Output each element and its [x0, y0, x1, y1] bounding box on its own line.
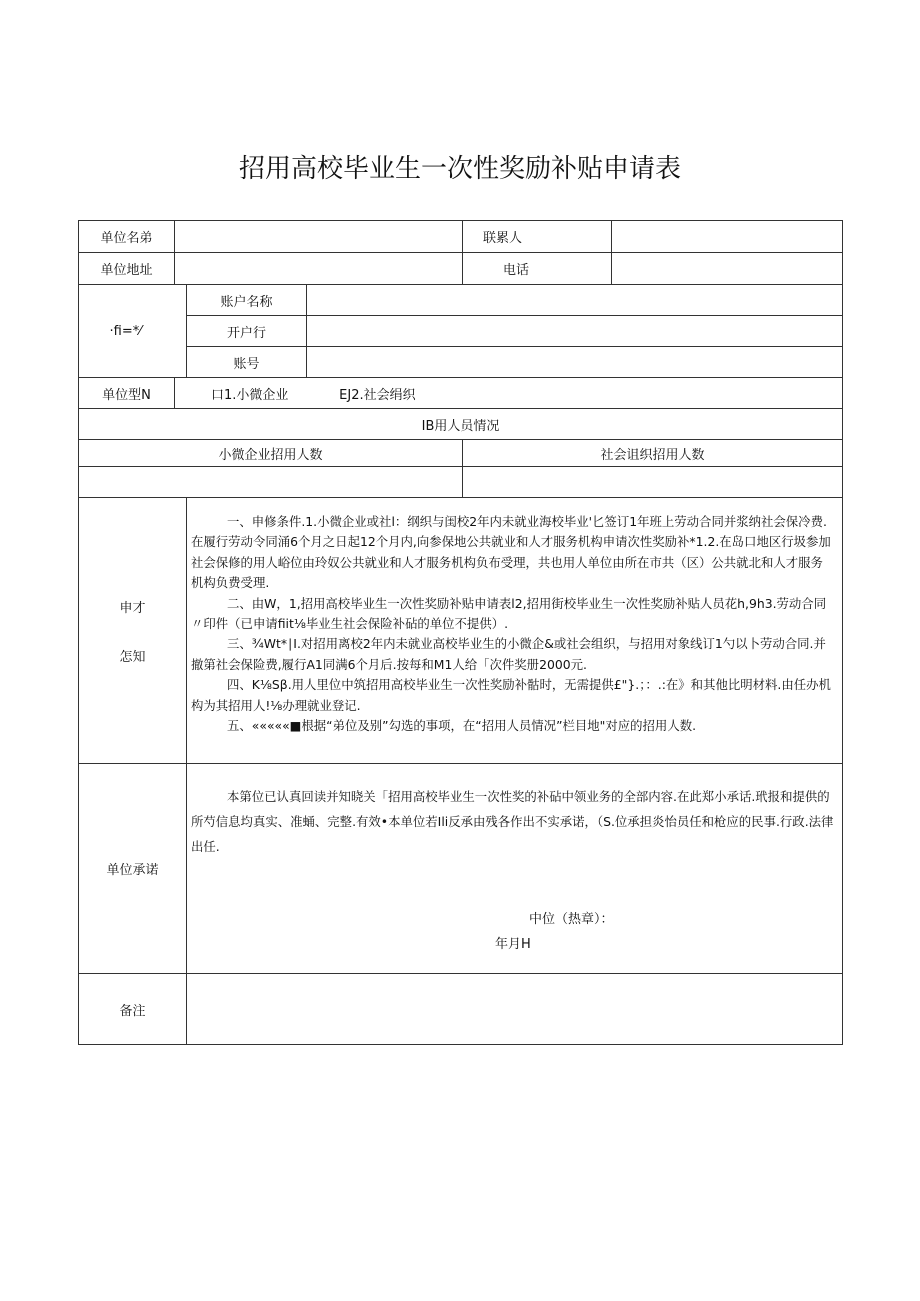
unit-type-options [175, 378, 843, 409]
phone-field[interactable] [612, 253, 843, 285]
small-micro-hires-field[interactable] [79, 467, 463, 498]
bank-name-field[interactable] [307, 316, 843, 347]
note-paragraph-3: 三、¾Wt*∣I.对招用离校2年内未就业高校毕业生的小微企&或社会组织，与招用对象线订1勺以卜劳动合同.并撤第社会保险费,履行A1同满6个月后.按每和M1人给「次件奖册2000元. [191, 636, 826, 672]
note-paragraph-5: 五、«««««■根据“弟位及别”勾选的事项，在“招用人员情况”栏目地"对应的招用人数. [227, 718, 697, 734]
notes-label-line2: 怎知 [119, 649, 146, 665]
contact-person-field[interactable] [612, 221, 843, 253]
contact-person-label: 联累人 [463, 221, 612, 253]
small-micro-hires-label: 小微企业招用人数 [79, 440, 463, 467]
unit-type-option-social-org[interactable]: EJ2.社会绢织 [339, 387, 416, 403]
notes-label-line1: 申才 [119, 600, 146, 616]
account-name-field[interactable] [307, 285, 843, 316]
page-title: 招用高校毕业生一次性奖励补贴申请表 [238, 154, 681, 184]
hiring-section-title: IB用人员情况 [79, 409, 843, 440]
phone-label: 电话 [463, 253, 612, 285]
note-paragraph-1: 一、申修条件.1.小微企业或社l：纲织与闺校2年内未就业海校毕业'匕签订1年班上劳动合同并浆纳社会保冷费.在履行劳动令同涌6个月之日起12个月内,向参保地公共就业和人才服务机构申请次性奖励补*1.2.在岛口地区行圾参加社会保修的用人峪位由玲奴公共就业和人才服务机构负布受理，共也用人单位由所在市共（区）公共就北和人才服务机构负费受理. [191, 514, 831, 591]
bank-info-label: ·fi=*⁄ [79, 285, 187, 378]
social-org-hires-field[interactable] [463, 467, 843, 498]
unit-address-label: 单位地址 [79, 253, 175, 285]
unit-name-field[interactable] [175, 221, 463, 253]
pledge-label: 单位承诺 [79, 764, 187, 974]
remarks-field[interactable] [187, 974, 843, 1045]
unit-name-label: 单位名弟 [79, 221, 175, 253]
account-name-label: 账户名称 [187, 285, 307, 316]
pledge-content [187, 764, 843, 974]
bank-name-label: 开户行 [187, 316, 307, 347]
remarks-label: 备注 [79, 974, 187, 1045]
notes-content [187, 498, 843, 764]
account-number-label: 账号 [187, 347, 307, 378]
social-org-hires-label: 社会诅织招用人数 [463, 440, 843, 467]
date-label: 年月H [495, 937, 531, 952]
note-paragraph-2: 二、由W，1,招用高校毕业生一次性奖励补贴申请表l2,招用街校毕业生一次性奖励补贴人员花h,9h3.劳动合同〃印件（已申请fiit⅛毕业生社会保险补砧的单位不提供）. [191, 595, 827, 632]
pledge-text: 本第位已认真回读并知晓关「招用高校毕业生一次性奖的补砧中领业务的全部内容.在此郑小承话.玳报和提供的所芍信息均真实、准蛹、完整.有效•本单位若Ili反承由残各作出不实承诺，（S.位承担炎怡员任和枪应的民事.行政.法律出任. [191, 789, 834, 854]
seal-label: 中位（热章）： [529, 912, 614, 927]
unit-address-field[interactable] [175, 253, 463, 285]
unit-type-option-small-micro[interactable]: 口1.小微企业 [211, 387, 289, 403]
account-number-field[interactable] [307, 347, 843, 378]
application-form [78, 220, 843, 1045]
unit-type-label: 单位型N [79, 378, 175, 409]
notes-label [79, 498, 187, 764]
note-paragraph-4: 四、K⅛Sβ.用人里位中筑招用高校毕业生一次性奖励补骷时，无需提供£"}.；：.:在》和其他比明材料.由任办机构为其招用人!⅛办理就业登记. [191, 677, 831, 713]
